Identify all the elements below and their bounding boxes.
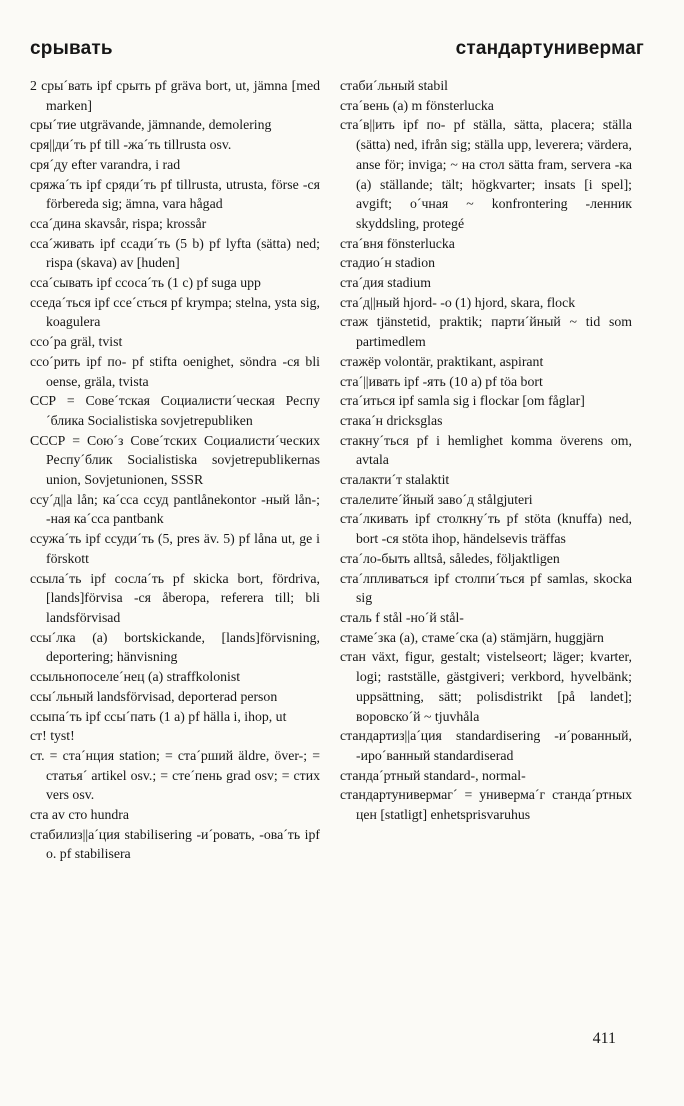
dictionary-entry: ссо´ра gräl, tvist — [30, 334, 123, 350]
dictionary-entry: ссыпа´ть ipf ссы´пать (1 a) pf hälla i, ihop, ut — [30, 708, 287, 724]
dictionary-entry: станда´ртный standard-, normal- — [340, 767, 526, 783]
dictionary-entry: ста´иться ipf samla sig i flockar [om fåglar] — [340, 393, 585, 409]
dictionary-entry: сряжа´ть ipf сряди´ть pf tillrusta, utrusta, förse -ся förbereda sig; ämna, vara hågad — [30, 176, 320, 212]
dictionary-entry: сса´дина skavsår, rispa; krossår — [30, 215, 207, 231]
dictionary-entry: ста´лпливаться ipf столпи´ться pf samlas, skocka sig — [340, 570, 632, 606]
dictionary-entry: ссы´льный landsförvisad, deporterad person — [30, 688, 278, 704]
dictionary-entry: стадио´н stadion — [340, 255, 436, 271]
dictionary-entry: ста´вня fönsterlucka — [340, 235, 455, 251]
dictionary-entry: ста´дия stadium — [340, 275, 431, 291]
dictionary-entry: ССР = Сове´тская Социалисти´ческая Респу´блика Socialistiska sovjetrepubliken — [30, 393, 320, 428]
dictionary-entry: ст. = ста´нция station; = ста´рший äldre, över-; = статья´ artikel osv.; = сте´пень grad osv; = стих vers osv. — [30, 747, 320, 803]
dictionary-entry: ссо´рить ipf по- pf stifta oenighet, söndra -ся bli oense, gräla, tvista — [30, 353, 320, 389]
dictionary-entry: стакну´ться pf i hemlighet komma överens om, avtala — [340, 432, 632, 468]
dictionary-entry: сря´ду efter varandra, i rad — [30, 156, 181, 172]
dictionary-entry: ссу´д||а lån; ка´сса ссуд pantlånekontor -ный lån-; -ная ка´сса pantbank — [30, 491, 320, 527]
dictionary-entry: ссужа´ть ipf ссуди´ть (5, pres äv. 5) pf låna ut, ge i förskott — [30, 531, 320, 566]
running-head-right: стандартунивермаг — [455, 38, 644, 59]
dictionary-entry: ста´в||ить ipf по- pf ställa, sätta, placera; ställa (sätta) ned, ifrån sig; ställa upp, leverera; värdera, anse för; inviga; ~ на стол sätta fram, servera -ка (a) ställande; tält; högkvarter; insats [i spel]; avgift; о´чная ~ konfrontering -ленник skyddsling, protegé — [340, 117, 632, 231]
dictionary-entry: сталакти´т stalaktit — [340, 472, 450, 488]
dictionary-entry: стаби´льный stabil — [340, 78, 448, 93]
dictionary-entry: сседа´ться ipf ссе´сться pf krympa; stelna, ysta sig, koagulera — [30, 294, 320, 330]
dictionary-entry: ста´вень (a) m fönsterlucka — [340, 97, 494, 113]
right-column — [340, 76, 632, 825]
dictionary-entry: ста´д||ный hjord- -о (1) hjord, skara, flock — [340, 294, 576, 310]
dictionary-entry: ссы´лка (a) bortskickande, [lands]förvisning, deportering; hänvisning — [30, 629, 320, 665]
dictionary-entry: стака´н dricksglas — [340, 412, 443, 428]
dictionary-entry: стабилиз||а´ция stabilisering -и´ровать, -ова´ть ipf o. pf stabilisera — [30, 826, 320, 862]
dictionary-entry: сса´живать ipf ссади´ть (5 b) pf lyfta (sätta) ned; rispa (skava) av [huden] — [30, 235, 320, 271]
dictionary-entry: 2 сры´вать ipf срыть pf gräva bort, ut, jämna [med marken] — [30, 78, 320, 113]
dictionary-entry: ст! tyst! — [30, 728, 75, 744]
dictionary-entry: сталелите´йный заво´д stålgjuteri — [340, 491, 533, 507]
dictionary-entry: стандартиз||а´ция standardisering -и´рованный, -иро´ванный standardiserad — [340, 728, 632, 763]
dictionary-entry: стандартунивермаг´ = универма´г станда´ртных цен [statligt] enhetsprisvaruhus — [340, 787, 632, 823]
dictionary-entry: СССР = Сою´з Сове´тских Социалисти´ческих Респу´блик Socialistiska sovjetrepublikernas union, Sovjetunionen, SSSR — [30, 432, 320, 488]
dictionary-entry: стажёр volontär, praktikant, aspirant — [340, 353, 544, 369]
running-head-left: срывать — [30, 38, 113, 59]
dictionary-entry: стаж tjänstetid, praktik; парти´йный ~ tid som partimedlem — [340, 314, 632, 350]
dictionary-entry: ссыла´ть ipf сосла´ть pf skicka bort, fördriva, [lands]förvisa -ся åberopa, referera till; bli landsförvisad — [30, 570, 320, 625]
dictionary-entry: стан växt, figur, gestalt; vistelseort; läger; kvarter, logi; rastställe, gästgiveri; verkbord, hyvelbänk; uppsättning, sätt; polisdistrikt [på landet]; воровско´й ~ tjuvhåla — [340, 649, 632, 724]
dictionary-entry: сры´тие utgrävande, jämnande, demolering — [30, 117, 272, 133]
dictionary-entry: ста av сто hundra — [30, 807, 129, 823]
dictionary-entry: ста´ло-быть alltså, således, följaktligen — [340, 550, 560, 566]
dictionary-entry: ста´лкивать ipf столкну´ть pf stöta (knuffa) ned, bort -ся stöta ihop, händelsevis träffas — [340, 511, 632, 547]
dictionary-entry: сря||ди´ть pf till -жа´ть tillrusta osv. — [30, 137, 232, 153]
dictionary-entry: сталь f stål -но´й stål- — [340, 609, 464, 625]
dictionary-entry: ссыльнопоселе´нец (a) straffkolonist — [30, 669, 241, 685]
dictionary-entry: ста´||ивать ipf -ять (10 a) pf töa bort — [340, 373, 543, 389]
dictionary-entry: сса´сывать ipf ссоса´ть (1 c) pf suga upp — [30, 275, 261, 291]
dictionary-entry: стаме´зка (a), стаме´ска (a) stämjärn, huggjärn — [340, 629, 604, 645]
page-number: 411 — [592, 1030, 616, 1047]
left-column — [30, 76, 320, 864]
